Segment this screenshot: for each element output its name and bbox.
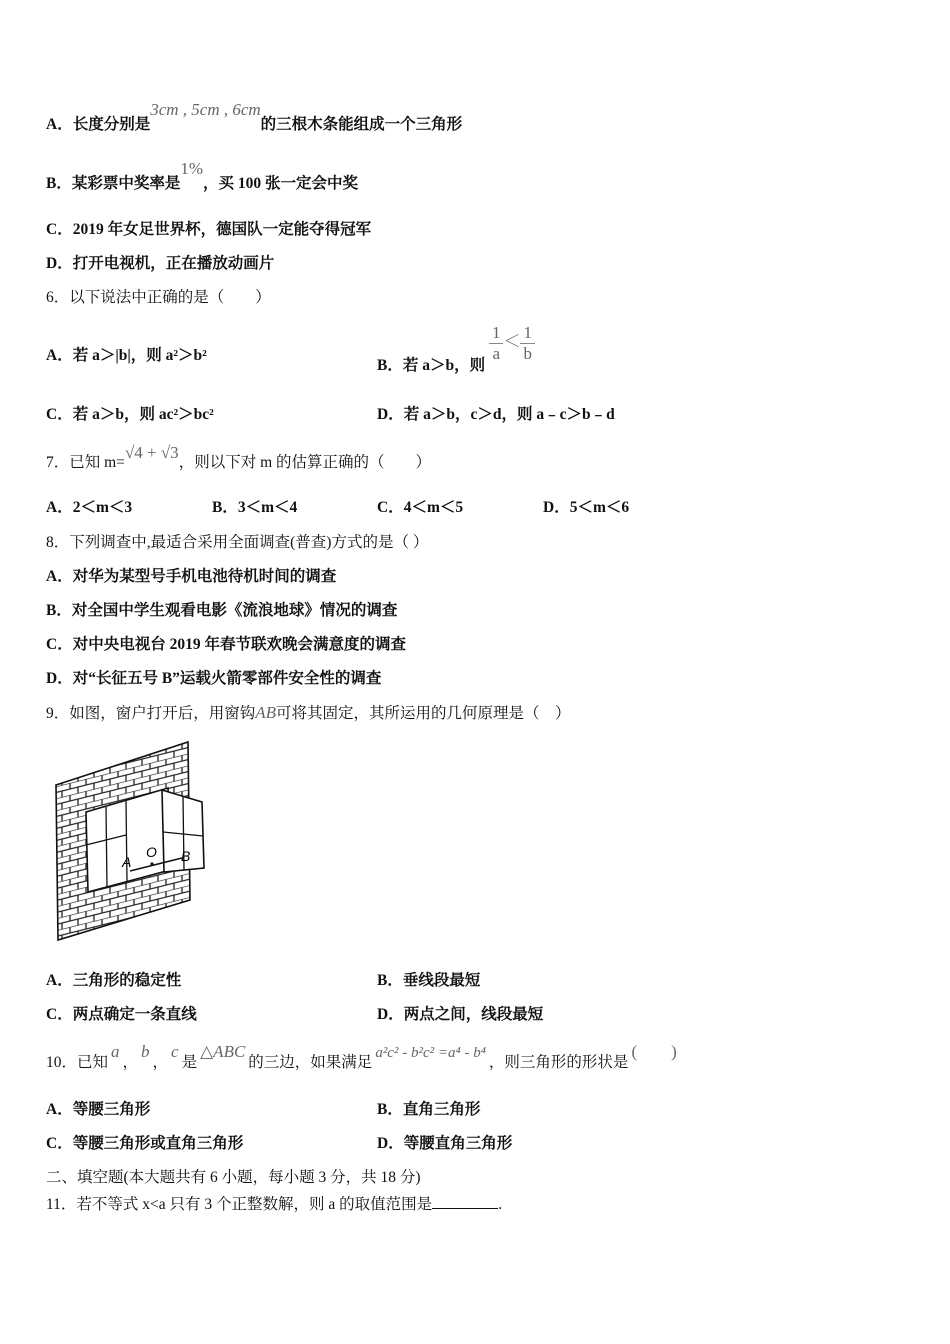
q9-option-a: A．三角形的稳定性 xyxy=(46,972,182,989)
q10-equation: a²c² - b²c² =a⁴ - b⁴ xyxy=(375,1045,486,1061)
q10-paren: ( ) xyxy=(631,1042,677,1061)
q5-b-prefix: B．某彩票中奖率是 xyxy=(46,175,181,192)
q9-stem-suffix: 可将其固定，其所运用的几何原理是（ ） xyxy=(276,705,571,722)
q8-stem: 8．下列调查中,最适合采用全面调查(普查)方式的是（ ） xyxy=(46,534,429,551)
q5-a-prefix: A．长度分别是 xyxy=(46,116,151,133)
figure-label-o: O xyxy=(146,844,157,860)
q7-math: √4 + √3 xyxy=(124,443,179,462)
q6-stem: 6．以下说法中正确的是（ ） xyxy=(46,289,271,306)
q8-option-d: D．对“长征五号 B”运载火箭零部件安全性的调查 xyxy=(46,670,382,687)
figure-label-b: B xyxy=(181,848,191,864)
q5-option-b xyxy=(46,159,359,194)
q7-option-b: B．3＜m＜4 xyxy=(212,499,298,516)
q9-option-b: B．垂线段最短 xyxy=(377,972,481,989)
q10-option-c: C．等腰三角形或直角三角形 xyxy=(46,1135,244,1152)
q11-stem-prefix: 11．若不等式 x<a 只有 3 个正整数解，则 a 的取值范围是 xyxy=(46,1196,433,1213)
q7-option-d: D．5＜m＜6 xyxy=(543,499,630,516)
q5-a-suffix: 的三根木条能组成一个三角形 xyxy=(260,116,463,133)
q6-b-operator: ＜ xyxy=(503,332,521,352)
q9-math: AB xyxy=(255,703,277,722)
q10-var-a: a xyxy=(111,1042,120,1061)
q10-triangle: △ABC xyxy=(200,1042,246,1061)
q9-stem-prefix: 9．如图，窗户打开后，用窗钩 xyxy=(46,705,256,722)
q7-stem xyxy=(46,443,431,473)
q7-option-c: C．4＜m＜5 xyxy=(377,499,464,516)
q6-b-fraction-2: $\frac{1}{b}$ xyxy=(520,323,535,364)
q5-option-a xyxy=(46,100,463,135)
q5-a-math: 3cm , 5cm , 6cm xyxy=(150,100,261,119)
q7-option-a: A．2＜m＜3 xyxy=(46,499,133,516)
q10-var-b: b xyxy=(141,1042,150,1061)
q11-answer-blank[interactable] xyxy=(432,1194,498,1209)
q9-stem xyxy=(46,703,571,724)
q6-option-b xyxy=(377,323,535,375)
q6-option-a: A．若 a＞|b|，则 a²＞b² xyxy=(46,347,207,364)
q6-option-c: C．若 a＞b，则 ac²＞bc² xyxy=(46,406,214,423)
q6-b-fraction-1: $\frac{1}{a}$ xyxy=(489,323,504,364)
q7-stem-suffix: ，则以下对 m 的估算正确的（ ） xyxy=(178,454,431,471)
q10-stem: 10．已知a，b，c是△ABC的三边，如果满足a²c² - b²c² =a⁴ - b⁴，则三角形的形状是( ) xyxy=(46,1042,677,1071)
q6-option-d: D．若 a＞b，c＞d，则 a﹣c＞b﹣d xyxy=(377,406,615,423)
q8-option-c: C．对中央电视台 2019 年春节联欢晚会满意度的调查 xyxy=(46,636,406,653)
q10-option-a: A．等腰三角形 xyxy=(46,1101,151,1118)
q7-stem-prefix: 7．已知 m= xyxy=(46,454,125,471)
q5-b-math: 1% xyxy=(180,159,204,178)
q5-option-c: C．2019 年女足世界杯，德国队一定能夺得冠军 xyxy=(46,221,372,238)
q5-b-suffix: ，买 100 张一定会中奖 xyxy=(203,175,359,192)
q11-stem: 11．若不等式 x<a 只有 3 个正整数解，则 a 的取值范围是 . xyxy=(46,1196,503,1213)
q10-var-c: c xyxy=(171,1042,179,1061)
q8-option-b: B．对全国中学生观看电影《流浪地球》情况的调查 xyxy=(46,602,398,619)
figure-label-a: A xyxy=(122,854,132,870)
q9-option-d: D．两点之间，线段最短 xyxy=(377,1006,544,1023)
section-2-heading: 二、填空题(本大题共有 6 小题，每小题 3 分，共 18 分) xyxy=(46,1169,421,1186)
q6-b-prefix: B．若 a＞b，则 xyxy=(377,357,486,375)
q9-option-c: C．两点确定一条直线 xyxy=(46,1006,197,1023)
q8-option-a: A．对华为某型号手机电池待机时间的调查 xyxy=(46,568,337,585)
q10-stem-prefix: 10．已知 xyxy=(46,1054,109,1071)
window-figure xyxy=(50,740,210,945)
q10-option-b: B．直角三角形 xyxy=(377,1101,481,1118)
q5-option-d: D．打开电视机，正在播放动画片 xyxy=(46,255,275,272)
q10-option-d: D．等腰直角三角形 xyxy=(377,1135,513,1152)
